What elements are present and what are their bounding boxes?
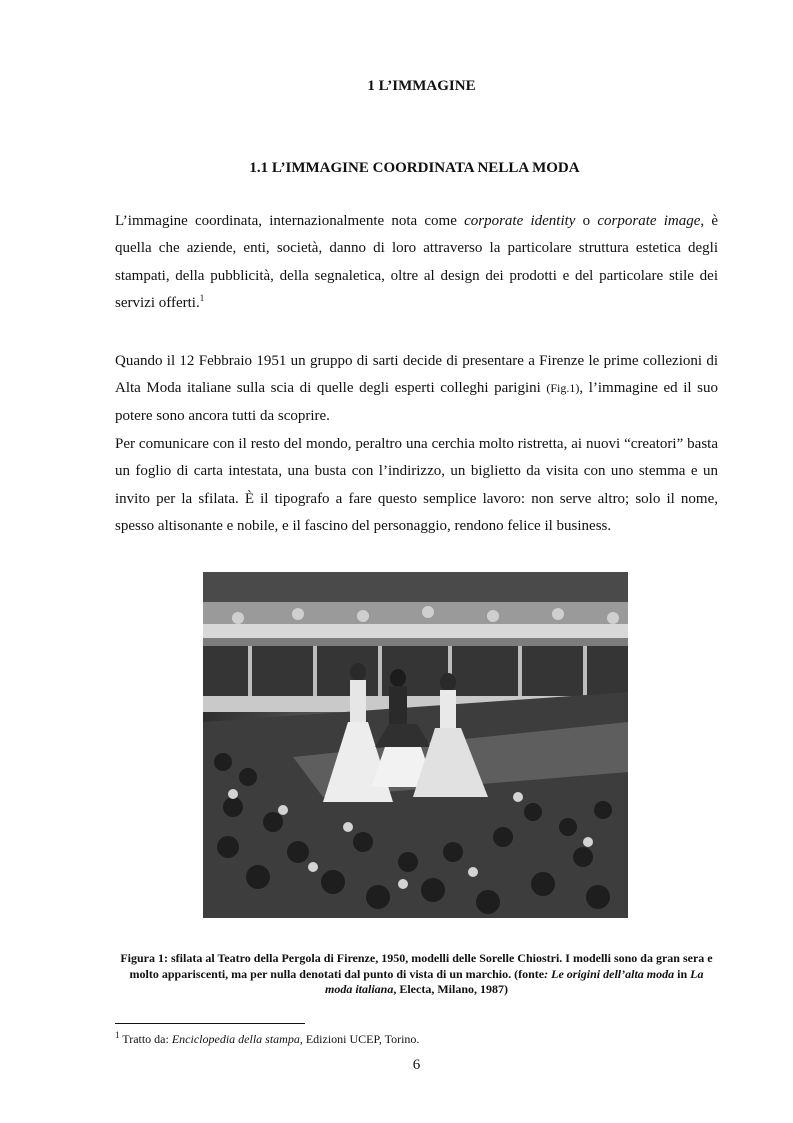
- paragraph-text: L’immagine coordinata, internazionalmente nota come: [115, 213, 465, 229]
- footnote-reference[interactable]: 1: [199, 292, 205, 303]
- term-corporate-image: corporate image: [597, 213, 701, 229]
- theater-fashion-show-photo-icon: [203, 572, 628, 918]
- paragraph-text: , è quella che aziende, enti, società, danno di loro attraverso la particolare struttura estetica degli stampati, della pubblicità, della segnaletica, oltre al design dei prodotti e del particolare stile dei servizi offerti.: [115, 213, 718, 311]
- chapter-title: 1 L’IMMAGINE: [367, 78, 476, 94]
- footnote-source-title: Enciclopedia della stampa: [171, 1032, 300, 1046]
- footnote-mark: 1: [115, 1030, 120, 1040]
- paragraph-comunicare: Per comunicare con il resto del mondo, peraltro una cerchia molto ristretta, ai nuovi “creatori” basta un foglio di carta intestata, una busta con l’indirizzo, un biglietto da visita con uno stemma e un invito per la sfilata. È il tipografo a fare questo semplice lavoro: non serve altro; solo il nome, spesso altisonante e nobile, e il fascino del personaggio, rendono felice il business.: [115, 436, 718, 534]
- caption-text: in: [674, 966, 691, 981]
- caption-text: , Electa, Milano, 1987): [393, 982, 508, 996]
- footnote-divider: [115, 1023, 305, 1024]
- footnote-text: , Edizioni UCEP, Torino.: [299, 1032, 420, 1046]
- paragraph-alta-moda: [115, 348, 718, 430]
- footnote: [115, 1032, 419, 1047]
- page-number: 6: [412, 1057, 421, 1073]
- paragraph-text: Quando il 12 Febbraio 1951 un gruppo di sarti decide di presentare a Firenze le prime collezioni di Alta Moda italiane sulla scia di quelle degli esperti colleghi parigini: [115, 353, 718, 397]
- section-title: 1.1 L’IMMAGINE COORDINATA NELLA MODA: [249, 160, 580, 176]
- figure-caption: [115, 951, 718, 998]
- term-corporate-identity: corporate identity: [464, 213, 576, 229]
- paragraph-corporate-identity: [115, 208, 718, 317]
- paragraph-text: , l’immagine ed il suo potere sono ancora tutti da scoprire.: [115, 380, 718, 424]
- caption-source-title: : Le origini dell’alta moda: [544, 966, 675, 981]
- figure-photo: [203, 572, 628, 918]
- caption-text: Figura 1: sfilata al Teatro della Pergola di Firenze, 1950, modelli delle Sorelle Chiostri. I modelli sono da gran sera e molto appariscenti, ma per nulla denotati dal punto di vista di un marchio. (fonte: [120, 951, 713, 981]
- caption-source-book: La moda italiana: [325, 966, 704, 996]
- paragraph-text: o: [575, 213, 598, 229]
- figure-reference[interactable]: (Fig.1): [546, 381, 580, 396]
- footnote-text: Tratto da:: [119, 1032, 172, 1046]
